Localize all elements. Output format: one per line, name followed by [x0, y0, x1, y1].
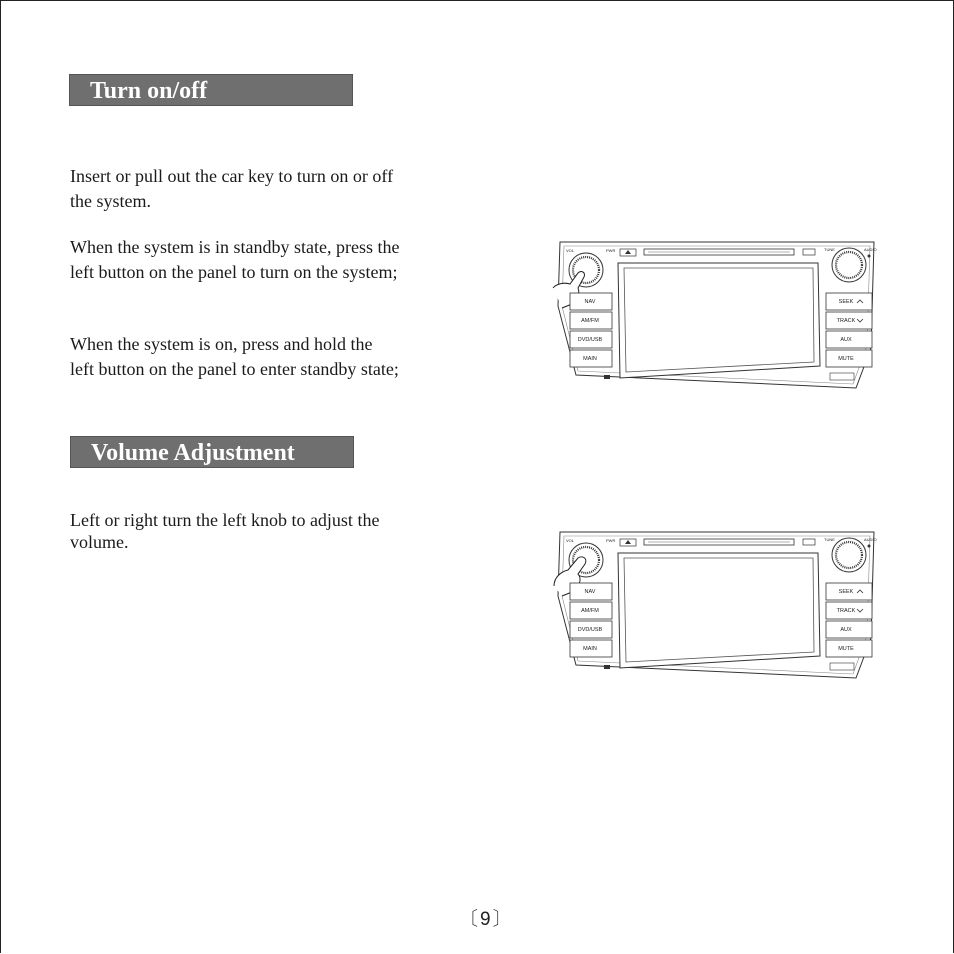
right-button-label: TRACK [836, 318, 856, 324]
paragraph-line: Insert or pull out the car key to turn on or off [70, 166, 394, 186]
section-header-volume [70, 436, 354, 468]
paragraph-line: left button on the panel to enter standby state; [70, 359, 399, 379]
left-button-label: AM/FM [581, 318, 599, 324]
audio-label: AUDIO [864, 247, 877, 252]
pwr-label: PWR [606, 248, 616, 253]
section-header-turn-on-off [69, 74, 353, 106]
tune-label: TUNE [824, 537, 835, 542]
sd-slot-icon [830, 663, 854, 670]
left-button-label: NAV [584, 589, 596, 595]
vol-label: VOL [566, 248, 575, 253]
sd-slot-icon [830, 373, 854, 380]
usb-port-icon [604, 665, 610, 669]
paragraph-car-key [70, 164, 393, 214]
left-button-label: DVD/USB [577, 337, 603, 343]
left-button-label: MAIN [583, 646, 597, 652]
paragraph-line: volume. [70, 532, 129, 552]
paragraph-line: the system. [70, 191, 151, 211]
right-button-column [826, 583, 872, 670]
paragraph-line: When the system is on, press and hold the [70, 334, 373, 354]
head-unit-diagram-volume [548, 528, 888, 686]
right-button-column [826, 293, 872, 380]
right-button-label: SEEK [838, 589, 854, 595]
vol-label: VOL [566, 538, 575, 543]
audio-label: AUDIO [864, 537, 877, 542]
paragraph-press-hold [70, 332, 399, 382]
paragraph-line: When the system is in standby state, press the [70, 237, 400, 257]
left-button-label: NAV [584, 299, 596, 305]
right-button-label: MUTE [838, 646, 854, 652]
page-number: 〔9〕 [459, 909, 514, 930]
left-button-column [570, 293, 612, 379]
paragraph-line: left button on the panel to turn on the system; [70, 262, 398, 282]
left-button-label: MAIN [583, 356, 597, 362]
right-button-label: MUTE [838, 356, 854, 362]
right-button-label: TRACK [836, 608, 856, 614]
section-title: Volume Adjustment [91, 440, 295, 466]
usb-port-icon [604, 375, 610, 379]
section-title: Turn on/off [90, 78, 208, 104]
right-button-label: SEEK [838, 299, 854, 305]
right-button-label: AUX [840, 337, 852, 343]
pwr-label: PWR [606, 538, 616, 543]
head-unit-diagram-power [548, 238, 888, 396]
left-button-label: AM/FM [581, 608, 599, 614]
paragraph-volume [70, 509, 379, 553]
left-button-label: DVD/USB [577, 627, 603, 633]
paragraph-line: Left or right turn the left knob to adjust the [70, 510, 380, 530]
right-button-label: AUX [840, 627, 852, 633]
tune-label: TUNE [824, 247, 835, 252]
paragraph-standby-press [70, 235, 399, 285]
left-button-column [570, 583, 612, 669]
